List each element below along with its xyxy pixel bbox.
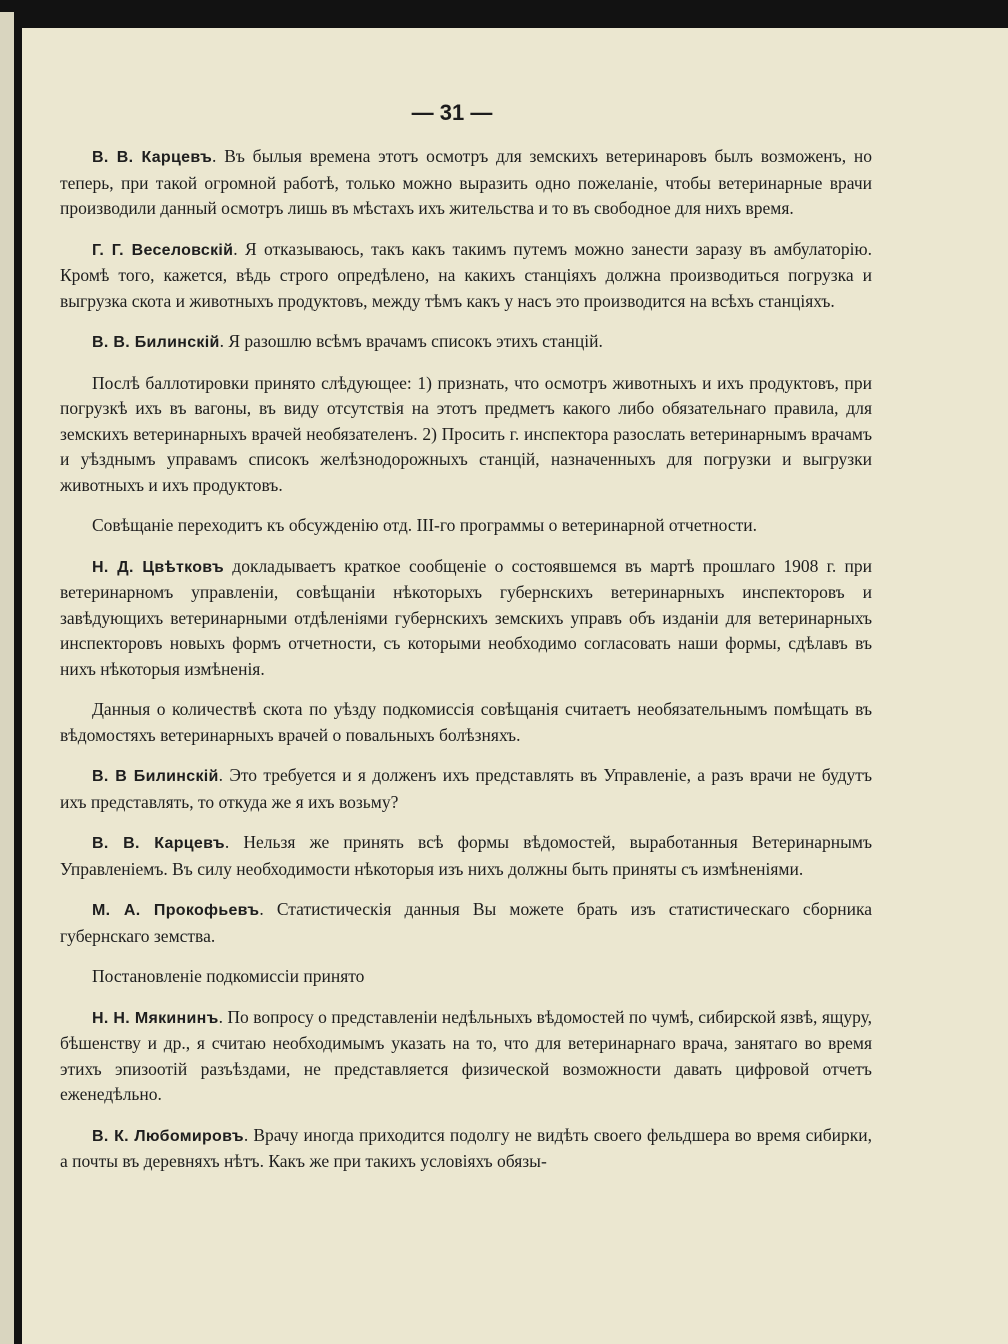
paragraph-text: Постановленіе подкомиссіи принято [92, 966, 365, 986]
paragraph-text: . Статистическія данныя Вы можете брать изъ статистическаго сборника губернскаго земства. [60, 899, 872, 946]
adjacent-page-edge [0, 12, 14, 1344]
paragraph [60, 897, 872, 949]
paragraph [60, 763, 872, 815]
paragraph-text: . Я отказываюсь, такъ какъ такимъ путемъ можно занести заразу въ амбулаторію. Кромѣ того, кажется, вѣдь строго опредѣлено, на какихъ станціяхъ должна производиться погрузка и выгрузка скота и животныхъ продуктовъ, между тѣмъ какъ у насъ это производится на всѣхъ станціяхъ. [60, 238, 872, 311]
speaker-name: М. А. Прокофьевъ [92, 902, 260, 919]
document-page [22, 28, 1008, 1344]
paragraph [60, 554, 872, 683]
paragraph-text: . Нельзя же принять всѣ формы вѣдомостей, выработанныя Ветеринарнымъ Управленіемъ. Въ силу необходимости нѣкоторыя изъ нихъ должны быть приняты съ измѣненіями. [60, 832, 872, 879]
paragraph-text: докладываетъ краткое сообщеніе о состоявшемся въ мартѣ прошлаго 1908 г. при ветеринарномъ управленіи, совѣщаніи нѣкоторыхъ губернскихъ ветеринарныхъ инспекторовъ и завѣдующихъ ветеринарными отдѣленіями губернскихъ земскихъ управъ объ изданіи для ветеринарныхъ инспекторовъ новыхъ формъ отчетности, съ которыми необходимо согласовать наши формы, сдѣлавъ въ нихъ нѣкоторыя измѣненія. [60, 555, 872, 679]
speaker-name: В. В. Карцевъ [92, 835, 225, 852]
paragraph [60, 371, 872, 499]
paragraph [60, 1005, 872, 1108]
body-text [60, 144, 872, 1190]
paragraph-text: Данныя о количествѣ скота по уѣзду подкомиссія совѣщанія считаетъ необязательнымъ помѣщать въ вѣдомостяхъ ветеринарныхъ врачей о повальныхъ болѣзняхъ. [60, 699, 872, 745]
paragraph-text: . Врачу иногда приходится подолгу не видѣть своего фельдшера во время сибирки, а почты въ деревняхъ нѣтъ. Какъ же при такихъ условіяхъ обязы- [60, 1124, 872, 1171]
paragraph-text: . Я разошлю всѣмъ врачамъ списокъ этихъ станцій. [219, 331, 603, 351]
paragraph-text: Послѣ баллотировки принято слѣдующее: 1) признать, что осмотръ животныхъ и ихъ продуктовъ, при погрузкѣ ихъ въ вагоны, въ виду отсутствія на этотъ предметъ какого либо обязательнаго правила, для земскихъ ветеринарныхъ врачей необязателенъ. 2) Просить г. инспектора разослать ветеринарнымъ врачамъ и уѣзднымъ управамъ списокъ желѣзнодорожныхъ станцій, назначенныхъ для погрузки и выгрузки животныхъ и ихъ продуктовъ. [60, 372, 872, 495]
speaker-name: Н. Д. Цвѣтковъ [92, 558, 225, 576]
speaker-name: В. В. Билинскій [92, 334, 220, 351]
speaker-name: В. В. Карцевъ [92, 149, 213, 166]
page-number: — 31 — [411, 100, 493, 125]
speaker-name: В. К. Любомировъ [92, 1127, 244, 1145]
speaker-name: В. В Билинскій [92, 768, 219, 785]
paragraph-text: . Это требуется и я долженъ ихъ представлять въ Управленіе, а разъ врачи не будутъ ихъ представлять, то откуда же я ихъ возьму? [60, 765, 872, 812]
speaker-name: Г. Г. Веселовскій [92, 241, 234, 259]
paragraph-text: Совѣщаніе переходитъ къ обсужденію отд. III-го программы о ветеринарной отчетности. [92, 515, 757, 535]
paragraph [60, 697, 872, 748]
paragraph-text: . По вопросу о представленіи недѣльныхъ вѣдомостей по чумѣ, сибирской язвѣ, ящуру, бѣшенству и др., я считаю необходимымъ указать на то, что для ветеринарнаго врача, занятаго во время этихъ эпизоотій разъѣздами, не представляется физической возможности давать цифровой отчетъ еженедѣльно. [60, 1006, 873, 1104]
paragraph [60, 237, 872, 315]
paragraph [60, 964, 872, 990]
paragraph [60, 513, 872, 539]
speaker-name: Н. Н. Мякининъ [92, 1009, 219, 1027]
paragraph [60, 830, 872, 882]
paragraph [60, 329, 872, 356]
paragraph [60, 144, 872, 222]
paragraph-text: . Въ былыя времена этотъ осмотръ для земскихъ ветеринаровъ былъ возможенъ, но теперь, при такой огромной работѣ, только можно выразить одно пожеланіе, чтобы ветеринарные врачи производили данный осмотръ лишь въ мѣстахъ ихъ жительства и то въ свободное для нихъ время. [60, 146, 872, 218]
paragraph [60, 1123, 872, 1175]
